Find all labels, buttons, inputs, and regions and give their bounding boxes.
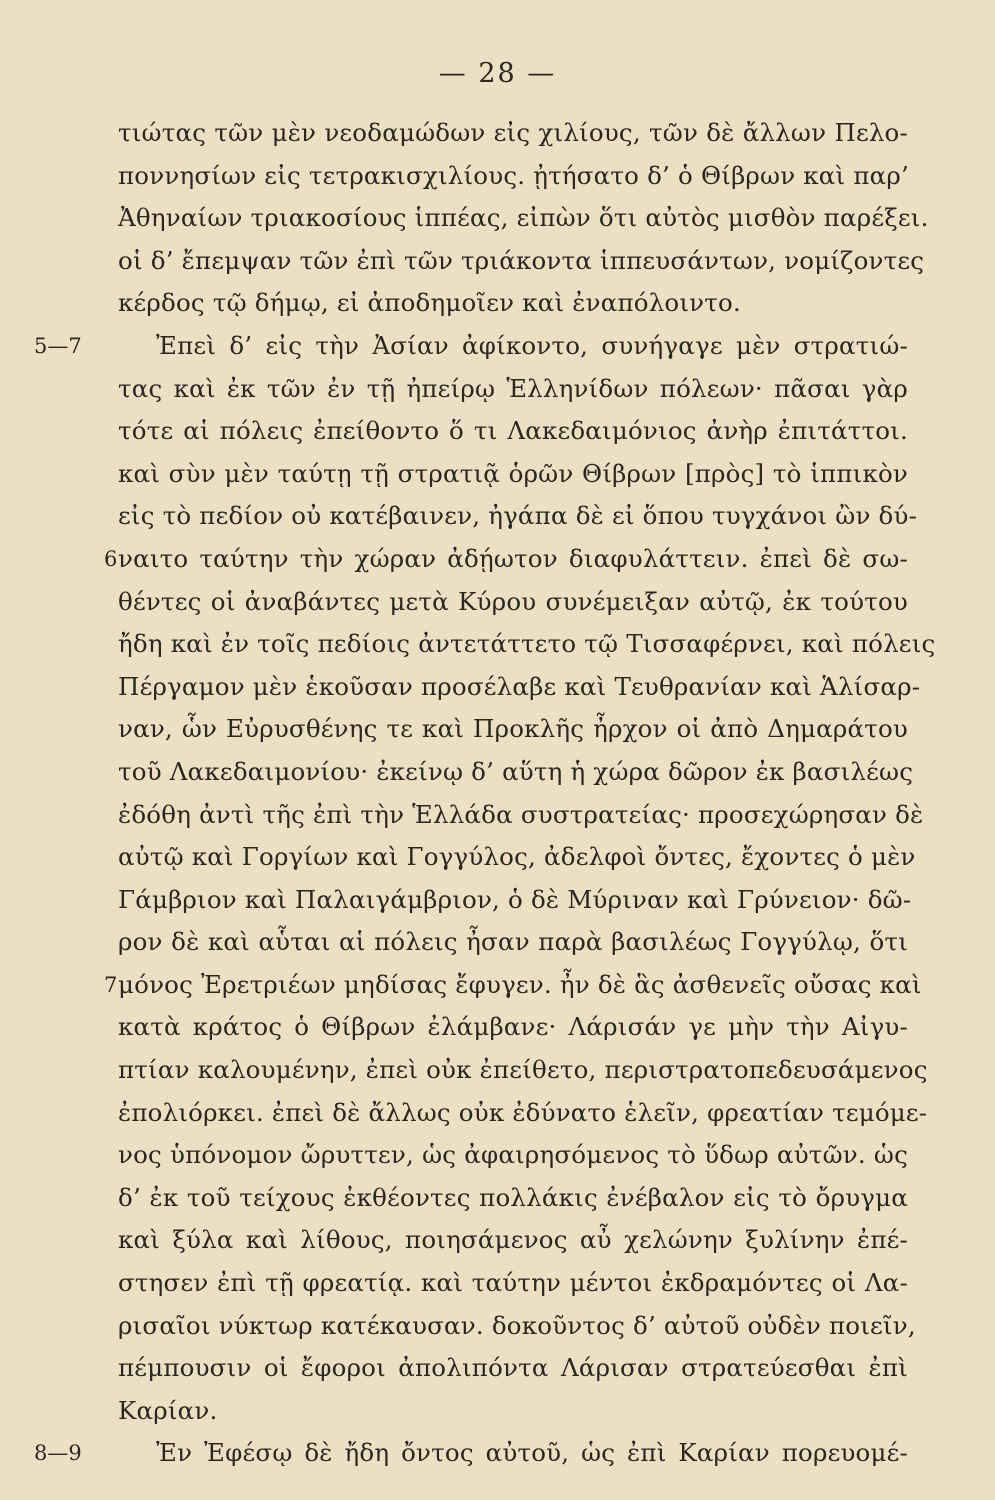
text-line (118, 1305, 916, 1348)
text-line (34, 325, 908, 368)
line-text: Ἐπεὶ δ’ εἰς τὴν Ἀσίαν ἀφίκοντο, συνήγαγε μὲν στρατιώ- (156, 330, 908, 360)
text-line (118, 1219, 908, 1262)
line-text: καὶ σὺν μὲν ταύτῃ τῇ στρατιᾷ ὁρῶν Θίβρων [πρὸς] τὸ ἱππικὸν (118, 458, 908, 488)
text-line (118, 1049, 928, 1092)
line-text: πέμπουσιν οἱ ἔφοροι ἀπολιπόντα Λάρισαν στρατεύεσθαι ἐπὶ (118, 1353, 908, 1383)
line-text: αὐτῷ καὶ Γοργίων καὶ Γογγύλος, ἀδελφοὶ ὄντες, ἔχοντες ὁ μὲν (118, 842, 916, 872)
text-line (118, 197, 929, 240)
line-text: ἐδόθη ἀντὶ τῆς ἐπὶ τὴν Ἑλλάδα συστρατείας· προσεχώρησαν δὲ (118, 799, 924, 829)
line-text: τιώτας τῶν μὲν νεοδαμώδων εἰς χιλίους, τῶν δὲ ἄλλων Πελο- (118, 118, 908, 147)
line-text: ρισαῖοι νύκτωρ κατέκαυσαν. δοκοῦντος δ’ αὐτοῦ οὐδὲν ποιεῖν, (118, 1310, 916, 1340)
line-text: ναν, ὧν Εὐρυσθένης τε καὶ Προκλῆς ἦρχον οἱ ἀπὸ Δημαράτου (118, 714, 908, 744)
text-line (118, 581, 908, 624)
text-line (118, 836, 916, 879)
line-text: τοῦ Λακεδαιμονίου· ἐκείνῳ δ’ αὕτη ἡ χώρα δῶρον ἐκ βασιλέως (118, 756, 914, 786)
text-line (118, 623, 936, 666)
line-text: νος ὑπόνομον ὤρυττεν, ὡς ἀφαιρησόμενος τὸ ὕδωρ αὐτῶν. ὡς (118, 1140, 908, 1170)
text-line (118, 453, 908, 496)
text-line (118, 368, 908, 411)
line-text: τότε αἱ πόλεις ἐπείθοντο ὅ τι Λακεδαιμόνιος ἀνὴρ ἐπιτάττοι. (118, 416, 908, 446)
text-line (118, 708, 908, 751)
line-text: πτίαν καλουμένην, ἐπεὶ οὐκ ἐπείθετο, περιστρατοπεδευσάμενος (118, 1055, 928, 1085)
text-line (118, 1092, 928, 1135)
section-number: 5—7 (34, 333, 82, 358)
text-line (34, 1432, 908, 1475)
line-text: ρον δὲ καὶ αὗται αἱ πόλεις ἦσαν παρὰ βασιλέως Γογγύλῳ, ὅτι (118, 927, 908, 957)
text-line (118, 751, 914, 794)
text-line (118, 921, 908, 964)
text-line (118, 1134, 908, 1177)
line-text: Καρίαν. (118, 1395, 218, 1425)
text-line (118, 1262, 908, 1305)
text-line (118, 879, 912, 922)
text-line (104, 964, 922, 1007)
line-text: ποννησίων εἰς τετρακισχιλίους. ᾐτήσατο δ’ ὁ Θίβρων καὶ παρ’ (118, 160, 909, 190)
section-number: 7 (104, 972, 118, 997)
text-line (118, 112, 908, 155)
section-number: 6 (104, 546, 118, 571)
section-number: 8—9 (34, 1441, 82, 1466)
line-text: κατὰ κράτος ὁ Θίβρων ἐλάμβανε· Λάρισάν γε μὴν τὴν Αἰγυ- (118, 1012, 908, 1042)
line-text: τας καὶ ἐκ τῶν ἐν τῇ ἠπείρῳ Ἑλληνίδων πόλεων· πᾶσαι γὰρ (118, 373, 908, 403)
line-text: Ἐν Ἐφέσῳ δὲ ἤδη ὄντος αὐτοῦ, ὡς ἐπὶ Καρίαν πορευομέ- (156, 1438, 908, 1468)
page-number: — 28 — (438, 58, 557, 89)
line-text: ἤδη καὶ ἐν τοῖς πεδίοις ἀντετάττετο τῷ Τισσαφέρνει, καὶ πόλεις (118, 629, 936, 659)
text-line (118, 240, 925, 283)
line-text: θέντες οἱ ἀναβάντες μετὰ Κύρου συνέμειξαν αὐτῷ, ἐκ τούτου (118, 586, 908, 616)
line-text: ναιτο ταύτην τὴν χώραν ἀδῄωτον διαφυλάττειν. ἐπεὶ δὲ σω- (118, 543, 908, 573)
line-text: Γάμβριον καὶ Παλαιγάμβριον, ὁ δὲ Μύριναν καὶ Γρύνειον· δῶ- (118, 884, 912, 914)
text-line (118, 1390, 908, 1433)
text-line (118, 155, 908, 198)
body-text (34, 112, 936, 1475)
text-line (118, 495, 918, 538)
line-text: εἰς τὸ πεδίον οὐ κατέβαινεν, ἠγάπα δὲ εἰ ὅπου τυγχάνοι ὢν δύ- (118, 501, 918, 531)
line-text: οἱ δ’ ἔπεμψαν τῶν ἐπὶ τῶν τριάκοντα ἱππευσάντων, νομίζοντες (118, 245, 925, 275)
text-line (118, 1177, 908, 1220)
line-text: ἐπολιόρκει. ἐπεὶ δὲ ἄλλως οὐκ ἐδύνατο ἑλεῖν, φρεατίαν τεμόμε- (118, 1097, 928, 1127)
line-text: Ἀθηναίων τριακοσίους ἱππέας, εἰπὼν ὅτι αὐτὸς μισθὸν παρέξει. (118, 203, 929, 233)
text-line (118, 1006, 908, 1049)
line-text: καὶ ξύλα καὶ λίθους, ποιησάμενος αὖ χελώνην ξυλίνην ἐπέ- (118, 1225, 908, 1255)
line-text: στησεν ἐπὶ τῇ φρεατίᾳ. καὶ ταύτην μέντοι ἐκδραμόντες οἱ Λα- (118, 1268, 908, 1298)
line-text: δ’ ἐκ τοῦ τείχους ἐκθέοντες πολλάκις ἐνέβαλον εἰς τὸ ὄρυγμα (118, 1182, 908, 1212)
line-text: Πέργαμον μὲν ἑκοῦσαν προσέλαβε καὶ Τευθρανίαν καὶ Ἁλίσαρ- (118, 671, 921, 701)
line-text: κέρδος τῷ δήμῳ, εἰ ἀποδημοῖεν καὶ ἐναπόλοιντο. (118, 288, 741, 318)
line-text: μόνος Ἐρετριέων μηδίσας ἔφυγεν. ἦν δὲ ἃς ἀσθενεῖς οὔσας καὶ (118, 969, 922, 999)
text-line (104, 538, 908, 581)
text-line (118, 410, 908, 453)
text-line (118, 1347, 908, 1390)
text-line (118, 666, 921, 709)
text-line (118, 282, 908, 325)
text-line (118, 794, 924, 837)
